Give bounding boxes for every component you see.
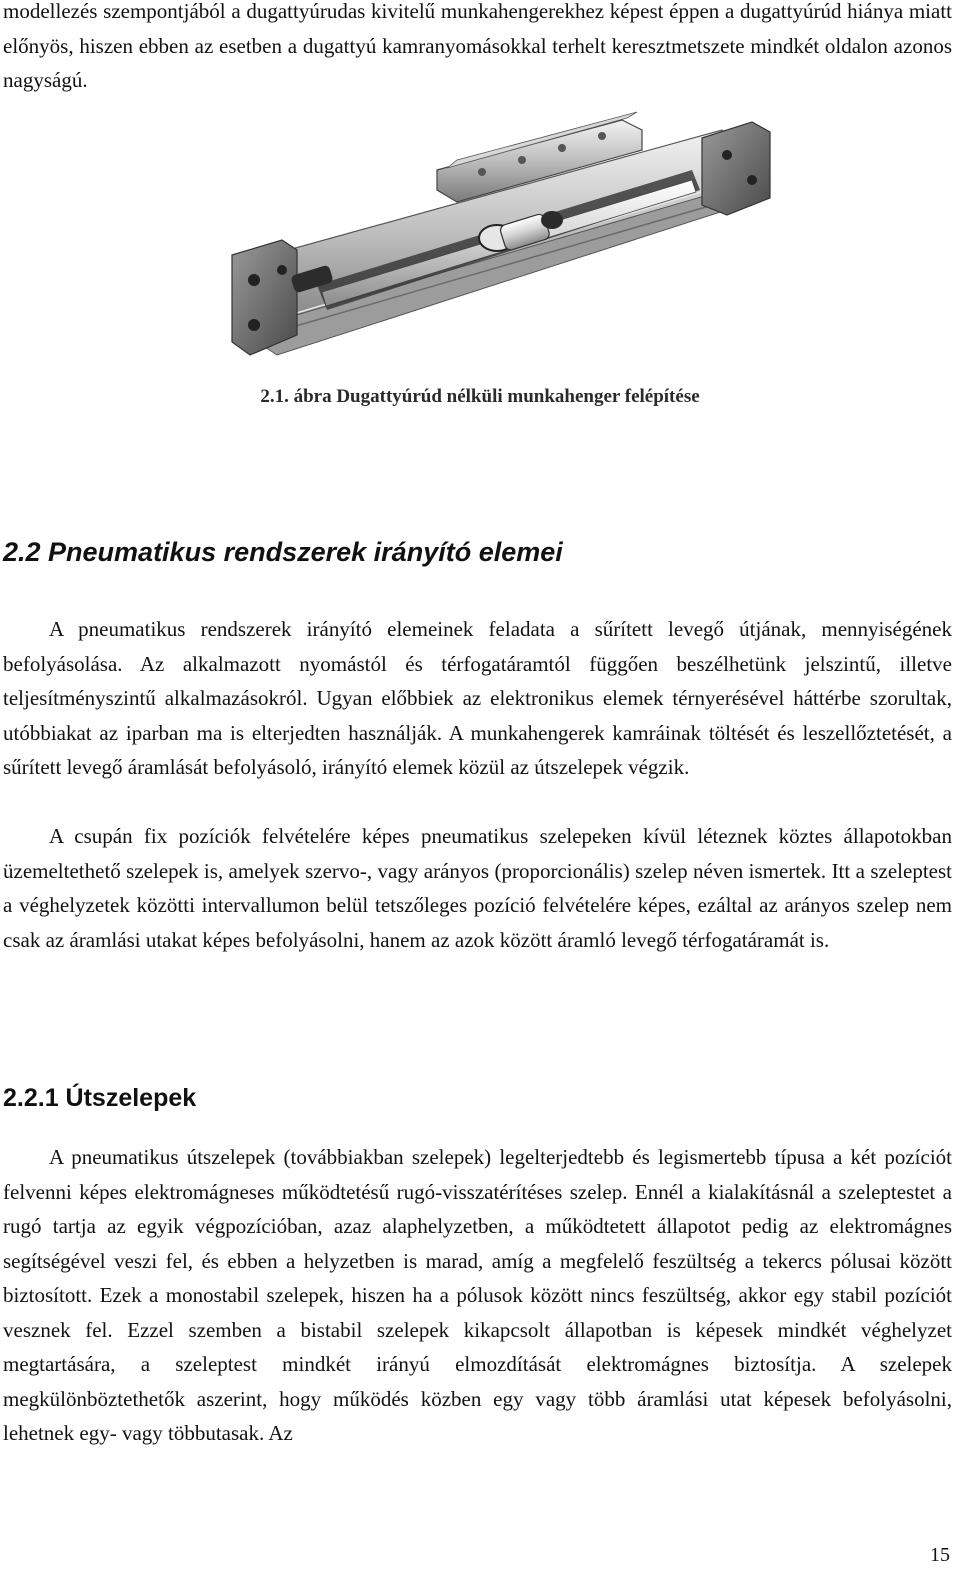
subsection-heading: 2.2.1 Útszelepek <box>3 1084 197 1112</box>
page-number: 15 <box>930 1544 950 1566</box>
section-heading: 2.2 Pneumatikus rendszerek irányító elemei <box>3 537 563 567</box>
section-paragraph-1: A pneumatikus rendszerek irányító elemeinek feladata a sűrített levegő útjának, mennyiségének befolyásolása. Az alkalmazott nyomástól és térfogatáramtól függően beszélhetünk jelszintű, illetve teljesítményszintű alkalmazásokról. Ugyan előbbiek az elektronikus elemek térnyerésével háttérbe szorultak, utóbbiakat az iparban ma is elterjedten használják. A munkahengerek kamráinak töltését és leszellőztetését, a sűrített levegő áramlását befolyásoló, irányító elemek közül az útszelepek végzik. <box>3 617 952 779</box>
subsection-paragraph: A pneumatikus útszelepek (továbbiakban szelepek) legelterjedtebb és legismertebb típusa a két pozíciót felvenni képes elektromágneses működtetésű rugó-visszatérítéses szelep. Ennél a kialakításnál a szeleptestet a rugó tartja az egyik végpozícióban, azaz alaphelyzetben, a működtetett állapotot pedig az elektromágnes segítségével veszi fel, és ebben a helyzetben is marad, amíg a megfelelő feszültség a tekercs pólusai között biztosított. Ezek a monostabil szelepek, hiszen ha a pólusok között nincs feszültség, akkor egy stabil pozíciót vesznek fel. Ezzel szemben a bistabil szelepek kikapcsolt állapotban is képesek mindkét véghelyzet megtartására, a szeleptest mindkét irányú elmozdítását elektromágnes biztosítja. A szelepek megkülönböztethetők aszerint, hogy működés közben egy vagy több áramlási utat képesek befolyásolni, lehetnek egy- vagy többutasak. Az <box>3 1145 952 1445</box>
intro-paragraph: modellezés szempontjából a dugattyúrudas kivitelű munkahengerekhez képest éppen a dugattyúrúd hiánya miatt előnyös, hiszen ebben az esetben a dugattyú kamranyomásokkal terhelt keresztmetszete mindkét oldalon azonos nagyságú. <box>3 0 952 92</box>
rodless-cylinder-figure <box>222 110 774 370</box>
section-paragraph-2: A csupán fix pozíciók felvételére képes pneumatikus szelepeken kívül léteznek köztes állapotokban üzemeltethető szelepek is, amelyek szervo-, vagy arányos (proporcionális) szelep néven ismertek. Itt a szeleptest a véghelyzetek közötti intervallumon belül tetszőleges pozíció felvételére képes, ezáltal az arányos szelep nem csak az áramlási utakat képes befolyásolni, hanem az azok között áramló levegő térfogatáramát is. <box>3 824 952 952</box>
figure-caption: 2.1. ábra Dugattyúrúd nélküli munkahenger felépítése <box>260 386 700 407</box>
right-end-cap <box>702 122 770 215</box>
